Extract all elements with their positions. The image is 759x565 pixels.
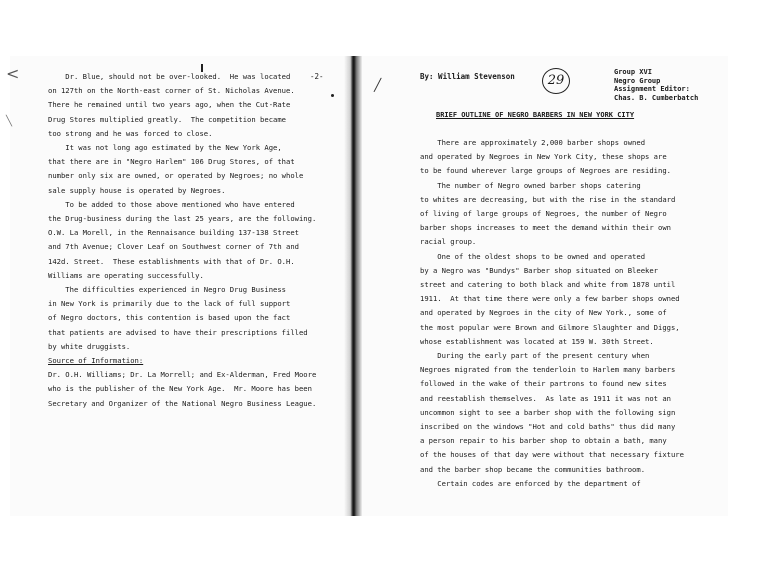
left-text-line: Source of Information: — [48, 356, 144, 365]
left-text-line: the Drug-business during the last 25 years, are the following. — [48, 214, 317, 223]
right-text-line: 1911. At that time there were only a few barber shops owned — [420, 294, 680, 304]
right-text-line: by a Negro was "Bundys" Barber shop situated on Bleeker — [420, 265, 658, 275]
left-text-line: who is the publisher of the New York Age. Mr. Moore has been — [48, 384, 312, 394]
right-text-line: to be found wherever large groups of Negroes are residing. — [420, 166, 671, 176]
left-text-line: 142d. Street. These establishments with that of Dr. O.H. — [48, 256, 295, 266]
left-text-line: and 7th Avenue; Clover Leaf on Southwest corner of 7th and — [48, 242, 299, 252]
right-text-line: One of the oldest shops to be owned and operated — [420, 251, 646, 261]
right-text-line: racial group. — [420, 237, 477, 247]
group-header-line: Assignment Editor: — [614, 85, 690, 93]
left-text-line: on 127th on the North-east corner of St. Nicholas Avenue. — [48, 86, 295, 96]
right-text-line: inscribed on the windows "Hot and cold baths" thus did many — [420, 422, 676, 431]
left-text-line: Williams are operating successfully. — [48, 270, 204, 280]
left-text-line: It was not long ago estimated by the New York Age, — [48, 143, 282, 152]
scan-edge-mark: < — [6, 64, 20, 83]
right-text-line: During the early part of the present century when — [420, 351, 650, 360]
right-text-line: followed in the wake of their partrons to found new sites — [420, 379, 667, 389]
margin-tick-mark — [201, 64, 203, 72]
right-text-line: and operated by Negroes in the city of New York., some of — [420, 308, 667, 318]
margin-dot — [331, 94, 334, 97]
left-text-line: Dr. O.H. Williams; Dr. La Morrell; and Ex-Alderman, Fred Moore — [48, 370, 317, 380]
pen-check-mark: ╱ — [374, 78, 382, 92]
right-text-line: barber shops increases to meet the demand within their own — [420, 223, 671, 233]
left-text-line: that patients are advised to have their prescriptions filled — [48, 327, 308, 337]
right-text-line: street and catering to both black and white from 1878 until — [420, 280, 676, 289]
right-text-line: of living of large groups of Negroes, the number of Negro — [420, 209, 667, 218]
right-text-line: There are approximately 2,000 barber shops owned — [420, 138, 646, 147]
right-text-line: and reestablish themselves. As late as 1911 it was not an — [420, 393, 671, 403]
group-header-line: Group XVI — [614, 68, 652, 76]
handwritten-page-number: 29 — [542, 68, 570, 94]
left-text-line: by white druggists. — [48, 341, 131, 351]
left-document-page — [10, 56, 354, 516]
right-text-line: whose establishment was located at 159 W. 30th Street. — [420, 336, 654, 346]
byline: By: William Stevenson — [420, 72, 515, 81]
left-text-line: in New York is primarily due to the lack of full support — [48, 299, 291, 309]
right-text-line: Certain codes are enforced by the department of — [420, 478, 641, 488]
left-text-line: of Negro doctors, this contention is based upon the fact — [48, 313, 291, 323]
left-text-line: O.W. La Morell, in the Rennaisance building 137-138 Street — [48, 228, 299, 238]
document-title: BRIEF OUTLINE OF NEGRO BARBERS IN NEW YORK CITY — [436, 111, 635, 119]
book-gutter — [344, 56, 362, 516]
right-document-page — [362, 56, 728, 516]
right-text-line: and operated by Negroes in New York City, these shops are — [420, 152, 667, 162]
left-text-line: that there are in "Negro Harlem" 106 Drug Stores, of that — [48, 157, 295, 167]
right-text-line: the most popular were Brown and Gilmore Slaughter and Diggs, — [420, 322, 680, 332]
right-text-line: to whites are decreasing, but with the rise in the standard — [420, 194, 676, 204]
left-text-line: To be added to those above mentioned who have entered — [48, 199, 295, 209]
right-text-line: of the houses of that day were without that necessary fixture — [420, 450, 684, 460]
page-number: -2- — [310, 72, 324, 81]
left-text-line: too strong and he was forced to close. — [48, 128, 213, 138]
left-text-line: number only six are owned, or operated by Negroes; no whole — [48, 171, 304, 181]
right-text-line: and the barber shop became the communities bathroom. — [420, 464, 646, 474]
left-text-line: Secretary and Organizer of the National Negro Business League. — [48, 398, 317, 408]
right-text-line: a person repair to his barber shop to obtain a bath, many — [420, 436, 667, 446]
right-text-line: Negroes migrated from the tenderloin to Harlem many barbers — [420, 365, 676, 375]
left-text-line: Dr. Blue, should not be over-looked. He was located — [48, 72, 291, 81]
group-header — [614, 68, 698, 102]
right-text-line: The number of Negro owned barber shops catering — [420, 180, 641, 190]
right-text-line: uncommon sight to see a barber shop with the following sign — [420, 407, 676, 417]
scan-edge-mark-bottom: ╲ — [6, 116, 13, 127]
left-text-line: The difficulties experienced in Negro Drug Business — [48, 285, 286, 294]
left-text-line: sale supply house is operated by Negroes. — [48, 185, 226, 195]
group-header-line: Negro Group — [614, 76, 661, 85]
left-text-line: Drug Stores multiplied greatly. The competition became — [48, 114, 286, 124]
group-header-line: Chas. B. Cumberbatch — [614, 93, 699, 102]
left-text-line: There he remained until two years ago, when the Cut-Rate — [48, 100, 291, 110]
